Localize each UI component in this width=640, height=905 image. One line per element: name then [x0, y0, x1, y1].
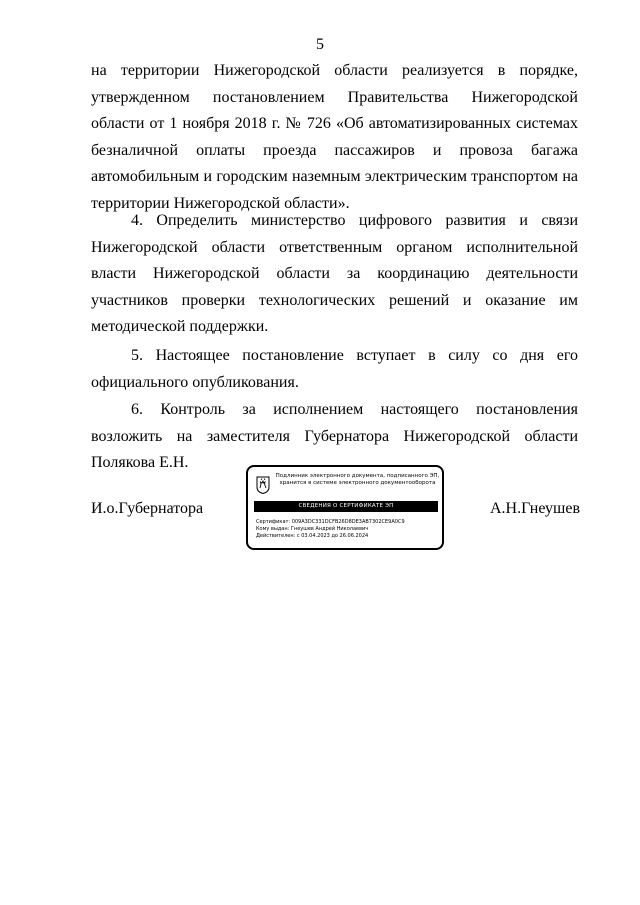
paragraph-item-6: 6. Контроль за исполнением настоящего постановления возложить на заместителя Губернатора Нижегородской области Полякова Е.Н.	[91, 401, 578, 472]
paragraph-continuation: на территории Нижегородской области реализуется в порядке, утвержденном постановлением Правительства Нижегородской области от 1 ноября 2018 г. № 726 «Об автоматизированных системах безналичной оплаты проезда пассажиров и провоза багажа автомобильным и городским наземным электрическим транспортом на территории Нижегородской области».	[91, 62, 578, 212]
stamp-header-line-2: хранится в системе электронного документооборота	[279, 480, 436, 486]
stamp-details	[256, 519, 440, 540]
stamp-certificate-title: СВЕДЕНИЯ О СЕРТИФИКАТЕ ЭП	[254, 501, 438, 512]
coat-of-arms-deer-icon	[256, 476, 270, 494]
page-number: 5	[316, 36, 324, 53]
paragraph-item-5: 5. Настоящее постановление вступает в силу со дня его официального опубликования.	[91, 347, 578, 391]
signatory-name: А.Н.Гнеушев	[490, 500, 580, 517]
paragraph-item-4: 4. Определить министерство цифрового развития и связи Нижегородской области ответственным органом исполнительной власти Нижегородской области за координацию деятельности участников проверки технологических решений и оказание им методической поддержки.	[91, 212, 578, 336]
stamp-issued-to: Кому выдан: Гнеушев Андрей Николаевич	[256, 526, 369, 532]
electronic-signature-stamp	[246, 465, 444, 550]
stamp-validity: Действителен: с 03.04.2023 до 26.06.2024	[256, 533, 369, 539]
stamp-header-line-1: Подлинник электронного документа, подписанного ЭП,	[275, 473, 440, 479]
signatory-position: И.о.Губернатора	[91, 500, 204, 517]
stamp-header	[275, 473, 440, 487]
stamp-certificate-number: Сертификат: 009A3DC331DCFB26D8DE3AB7302CE9A0C9	[256, 519, 405, 525]
